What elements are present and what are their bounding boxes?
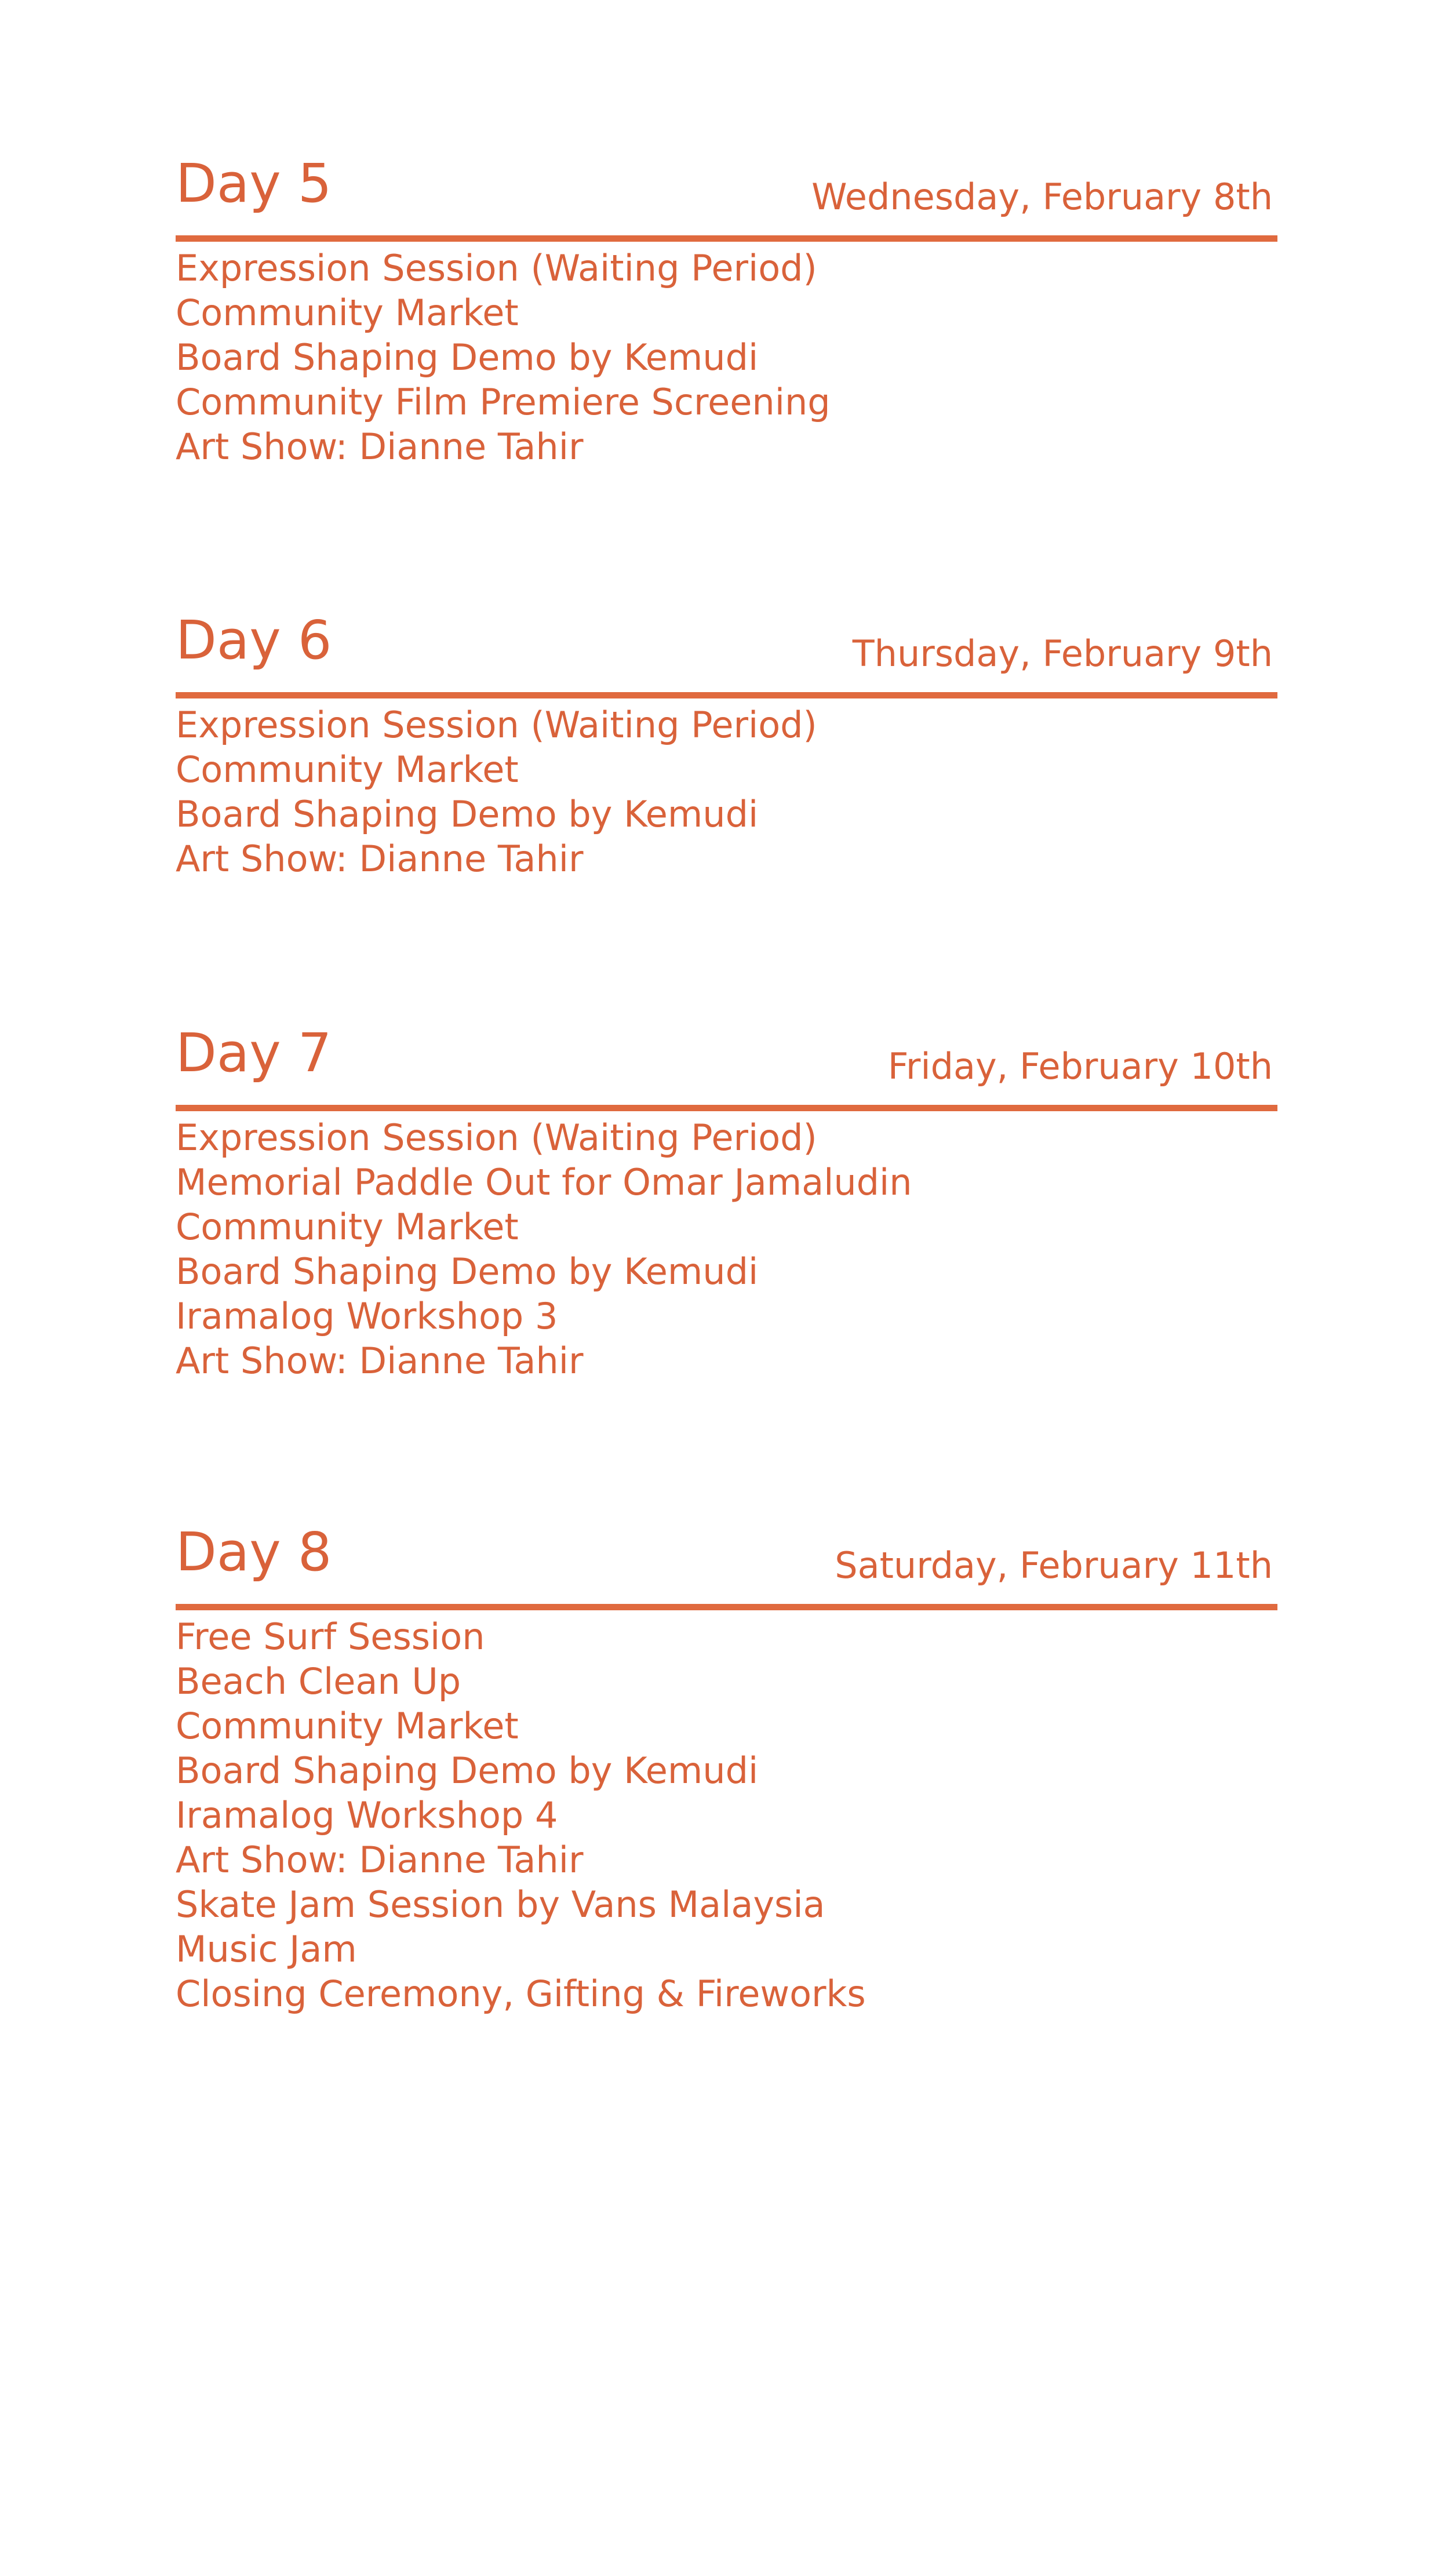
event-list [176,1115,1277,1383]
list-item: Community Market [176,748,519,791]
day-divider [176,235,1277,242]
day-section-5 [176,152,1277,469]
day-header [176,152,1277,245]
day-title: Day 5 [176,152,332,214]
list-item: Expression Session (Waiting Period) [176,247,817,289]
list-item: Iramalog Workshop 3 [176,1295,558,1337]
list-item: Community Market [176,1705,519,1747]
list-item: Art Show: Dianne Tahir [176,425,584,468]
day-section-8 [176,1520,1277,2016]
list-item: Iramalog Workshop 4 [176,1794,558,1836]
day-title: Day 8 [176,1521,332,1583]
list-item: Expression Session (Waiting Period) [176,704,817,746]
day-header [176,609,1277,701]
list-item: Closing Ceremony, Gifting & Fireworks [176,1973,866,2015]
list-item: Board Shaping Demo by Kemudi [176,336,759,379]
day-date: Wednesday, February 8th [811,176,1273,218]
day-title: Day 7 [176,1022,332,1084]
list-item: Community Film Premiere Screening [176,381,831,423]
list-item: Board Shaping Demo by Kemudi [176,1749,759,1792]
day-divider [176,1604,1277,1610]
day-header [176,1520,1277,1613]
list-item: Art Show: Dianne Tahir [176,1340,584,1382]
list-item: Art Show: Dianne Tahir [176,838,584,880]
day-date: Thursday, February 9th [852,632,1273,675]
list-item: Free Surf Session [176,1616,485,1658]
list-item: Beach Clean Up [176,1660,461,1702]
day-header [176,1021,1277,1114]
day-section-7 [176,1021,1277,1383]
event-list [176,703,1277,881]
list-item: Music Jam [176,1928,357,1970]
day-divider [176,1105,1277,1111]
event-list [176,1614,1277,2016]
day-date: Saturday, February 11th [835,1544,1273,1587]
day-section-6 [176,609,1277,881]
day-divider [176,692,1277,698]
list-item: Community Market [176,1206,519,1248]
day-title: Day 6 [176,609,332,671]
day-date: Friday, February 10th [887,1045,1273,1087]
list-item: Memorial Paddle Out for Omar Jamaludin [176,1161,912,1203]
list-item: Art Show: Dianne Tahir [176,1839,584,1881]
list-item: Board Shaping Demo by Kemudi [176,1250,759,1293]
list-item: Community Market [176,292,519,334]
event-list [176,246,1277,469]
list-item: Expression Session (Waiting Period) [176,1116,817,1159]
list-item: Skate Jam Session by Vans Malaysia [176,1883,825,1926]
list-item: Board Shaping Demo by Kemudi [176,793,759,835]
